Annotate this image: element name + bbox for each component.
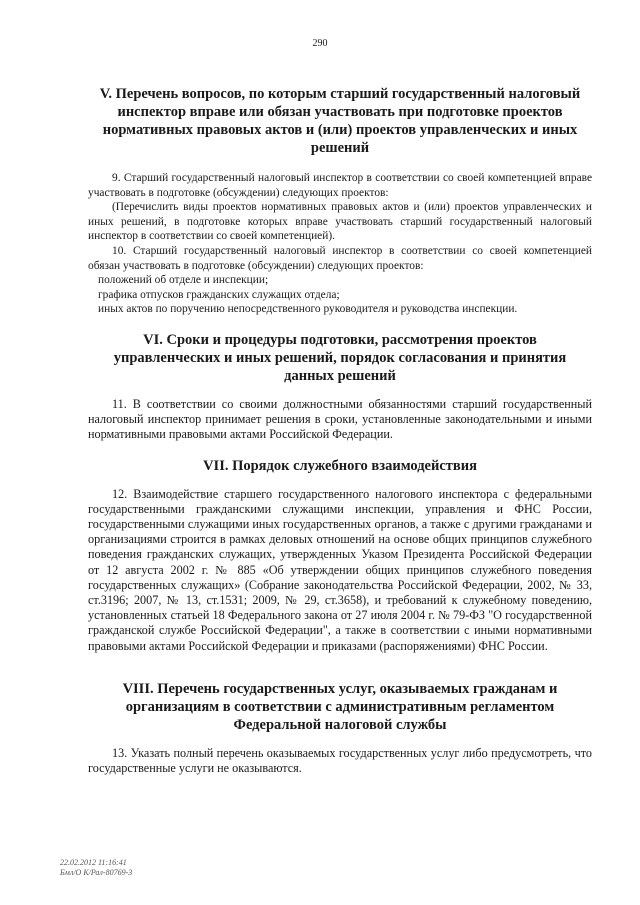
paragraph-9: 9. Старший государственный налоговый инспектор в соответствии со своей компетенцией вправе участвовать в подготовке (обсуждении) следующих проектов: <box>88 172 592 199</box>
section-vi-title: VI. Сроки и процедуры подготовки, рассмотрения проектов управленческих и иных решений, порядок согласования и принятия данных решений <box>113 331 567 384</box>
document-body <box>88 80 592 776</box>
list-item-other-acts: иных актов по поручению непосредственного руководителя и руководства инспекции. <box>98 303 518 316</box>
footer-timestamp: 22.02.2012 11:16:41 <box>60 858 127 867</box>
list-item-vacation-schedule: графика отпусков гражданских служащих отдела; <box>98 288 340 301</box>
paragraph-9-note: (Перечислить виды проектов нормативных правовых актов и (или) проектов управленческих и иных решений, в подготовке которых вправе участвовать старший государственный налоговый инспектор в соответствии со своей компетенцией). <box>88 201 592 243</box>
document-footer <box>60 858 132 878</box>
paragraph-12: 12. Взаимодействие старшего государственного налогового инспектора с федеральными государственными гражданскими служащими инспекции, управления и ФНС России, государственными служащими иных государственных органов, а также с другими гражданами и организациями строится в рамках деловых отношений на основе общих принципов служебного поведения гражданских служащих, утвержденных Указом Президента Российской Федерации от 12 августа 2002 г. № 885 «Об утверждении общих принципов служебного поведения государственных служащих» (Собрание законодательства Российской Федерации, 2002, № 33, ст.3196; 2007, № 13, ст.1531; 2009, № 29, ст.3658), и требований к служебному поведению, установленных статьей 18 Федерального закона от 27 июля 2004 г. № 79-ФЗ "О государственной гражданской службе Российской Федерации", а также в соответствии с иными нормативными правовыми актами Российской Федерации и приказами (распоряжениями) ФНС России. <box>88 486 592 653</box>
paragraph-13: 13. Указать полный перечень оказываемых государственных услуг либо предусмотреть, что государственные услуги не оказываются. <box>88 745 592 775</box>
section-v-title: V. Перечень вопросов, по которым старший государственный налоговый инспектор вправе или обязан участвовать при подготовке проектов нормативных правовых актов и (или) проектов управленческих и иных решений <box>99 86 581 156</box>
section-vii-title: VII. Порядок служебного взаимодействия <box>203 457 477 474</box>
list-item-regulations: положений об отделе и инспекции; <box>98 274 269 287</box>
paragraph-11: 11. В соответствии со своими должностными обязанностями старший государственный налоговый инспектор принимает решения в сроки, установленные законодательными и иными нормативными правовыми актами Российской Федерации. <box>88 396 592 442</box>
footer-document-id: Бмл/О К/Рал-80769-3 <box>60 868 133 877</box>
paragraph-10: 10. Старший государственный налоговый инспектор в соответствии со своей компетенцией обязан участвовать в подготовке (обсуждении) следующих проектов: <box>88 244 592 272</box>
page-number: 290 <box>312 38 328 49</box>
section-viii-title: VIII. Перечень государственных услуг, оказываемых гражданам и организациям в соответствии с административным регламентом Федеральной налоговой службы <box>122 680 558 733</box>
